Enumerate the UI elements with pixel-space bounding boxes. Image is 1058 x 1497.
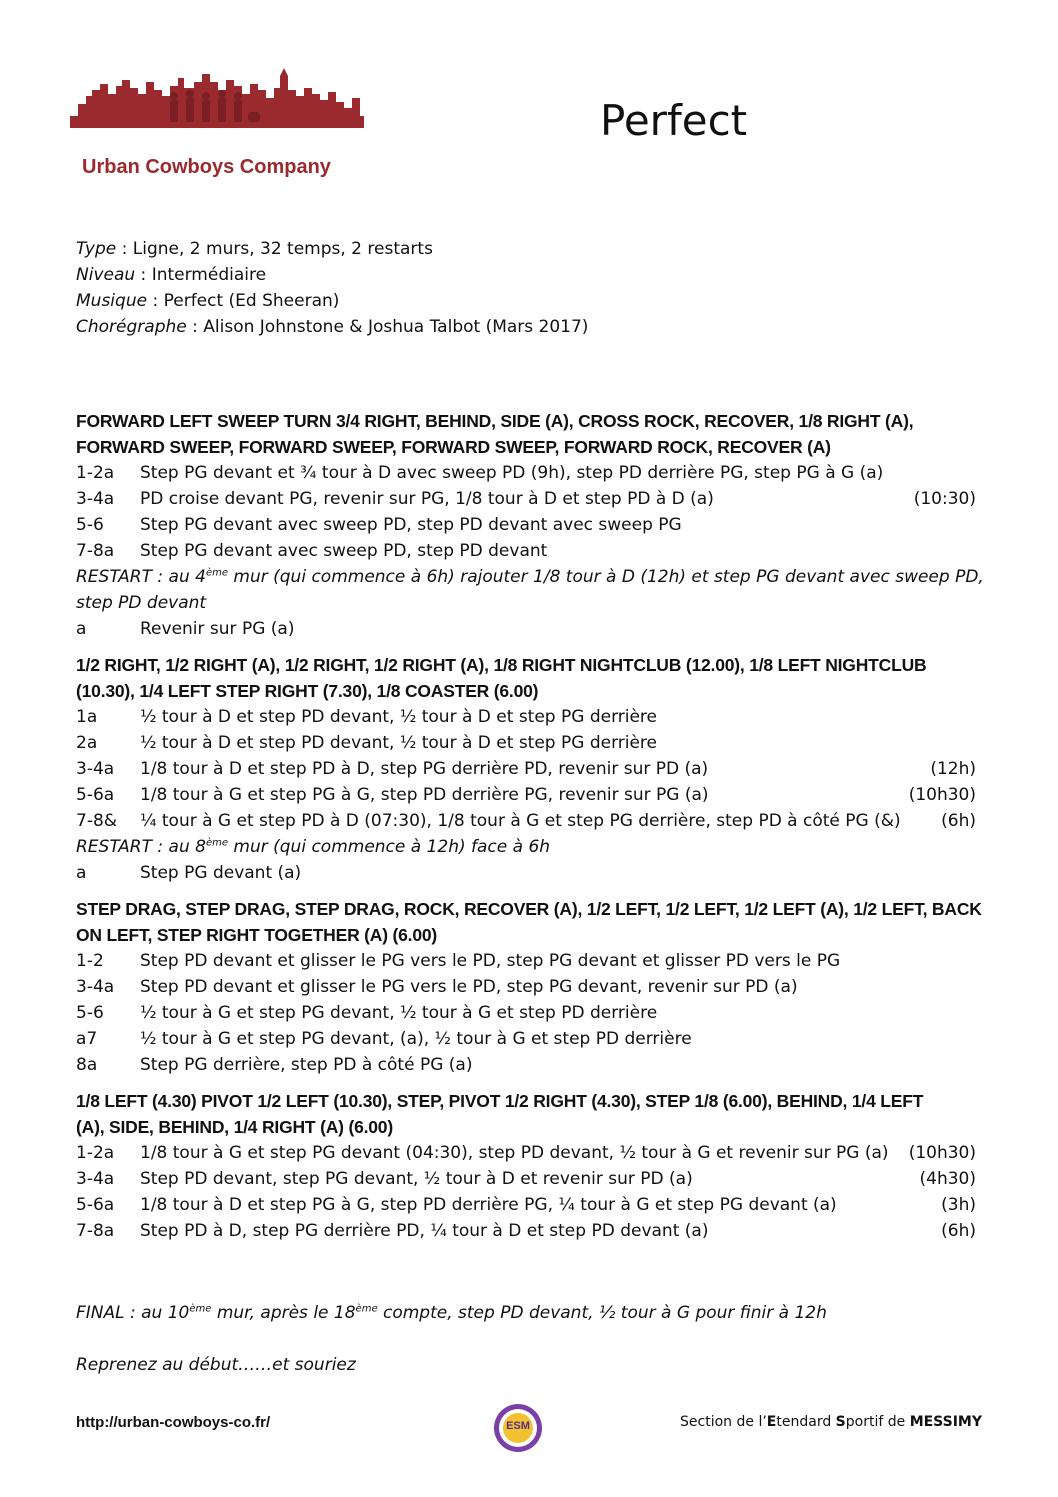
footer-url-link[interactable]: http://urban-cowboys-co.fr/ xyxy=(76,1414,271,1431)
step-row: 7-8a Step PD à D, step PG derrière PD, ¼ tour à D et step PD devant (a) (6h) xyxy=(76,1221,976,1241)
step-row: 3-4a PD croise devant PG, revenir sur PG, 1/8 tour à D et step PD à D (a) (10:30) xyxy=(76,489,976,509)
meta-choreographer: Chorégraphe : Alison Johnstone & Joshua Talbot (Mars 2017) xyxy=(76,317,589,337)
step-row: 5-6a 1/8 tour à G et step PG à G, step PD derrière PG, revenir sur PG (a) (10h30) xyxy=(76,785,976,805)
step-row: 5-6 Step PG devant avec sweep PD, step PD devant avec sweep PG xyxy=(76,515,682,535)
step-row: a Revenir sur PG (a) xyxy=(76,619,295,639)
step-row: 2a ½ tour à D et step PD devant, ½ tour à D et step PG derrière xyxy=(76,733,658,753)
step-row: 1-2a 1/8 tour à G et step PG devant (04:30), step PD devant, ½ tour à G et revenir sur PG (a) (10h30) xyxy=(76,1143,976,1163)
step-sheet xyxy=(76,408,986,1254)
step-row: 5-6 ½ tour à G et step PG devant, ½ tour à G et step PD derrière xyxy=(76,1003,658,1023)
section-4 xyxy=(76,1088,986,1244)
step-row: 1-2 Step PD devant et glisser le PG vers le PD, step PG devant et glisser PD vers le PG xyxy=(76,951,841,971)
section-title: FORWARD LEFT SWEEP TURN 3/4 RIGHT, BEHIND, SIDE (A), CROSS ROCK, RECOVER, 1/8 RIGHT (A), FORWARD SWEEP, FORWARD SWEEP, FORWARD SWEEP, FORWARD ROCK, RECOVER (A) xyxy=(76,411,914,457)
section-title: 1/2 RIGHT, 1/2 RIGHT (A), 1/2 RIGHT, 1/2 RIGHT (A), 1/8 RIGHT NIGHTCLUB (12.00), 1/8 LEFT NIGHTCLUB (10.30), 1/4 LEFT STEP RIGHT (7.30), 1/8 COASTER (6.00) xyxy=(76,655,927,701)
section-3 xyxy=(76,896,986,1078)
logo-text: Urban Cowboys Company xyxy=(82,156,331,178)
closing-note: Reprenez au début……et souriez xyxy=(76,1355,356,1375)
step-row: 5-6a 1/8 tour à D et step PG à G, step PD derrière PG, ¼ tour à G et step PG devant (a) (3h) xyxy=(76,1195,976,1215)
meta-level: Niveau : Intermédiaire xyxy=(76,265,267,285)
page-title: Perfect xyxy=(600,96,748,145)
restart-note: RESTART : au 4ème mur (qui commence à 6h) rajouter 1/8 tour à D (12h) et step PG devant avec sweep PD, step PD devant xyxy=(76,567,984,613)
restart-note: RESTART : au 8ème mur (qui commence à 12h) face à 6h xyxy=(76,837,551,857)
section-2 xyxy=(76,652,986,886)
meta-type: Type : Ligne, 2 murs, 32 temps, 2 restarts xyxy=(76,239,433,259)
final-note: FINAL : au 10ème mur, après le 18ème compte, step PD devant, ½ tour à G pour finir à 12h xyxy=(76,1303,827,1323)
step-row: 3-4a 1/8 tour à D et step PD à D, step PG derrière PD, revenir sur PD (a) (12h) xyxy=(76,759,976,779)
step-row: 7-8a Step PG devant avec sweep PD, step PD devant xyxy=(76,541,548,561)
step-row: 3-4a Step PD devant, step PG devant, ½ tour à D et revenir sur PD (a) (4h30) xyxy=(76,1169,976,1189)
step-row: a7 ½ tour à G et step PG devant, (a), ½ tour à G et step PD derrière xyxy=(76,1029,692,1049)
section-title: STEP DRAG, STEP DRAG, STEP DRAG, ROCK, RECOVER (A), 1/2 LEFT, 1/2 LEFT, 1/2 LEFT (A), 1/2 LEFT, BACK ON LEFT, STEP RIGHT TOGETHER (A) (6.00) xyxy=(76,899,982,945)
meta-music: Musique : Perfect (Ed Sheeran) xyxy=(76,291,340,311)
esm-badge-text: ESM xyxy=(506,1420,530,1432)
dance-meta xyxy=(76,236,588,340)
step-row: a Step PG devant (a) xyxy=(76,863,302,883)
section-1 xyxy=(76,408,986,642)
company-logo xyxy=(70,68,365,188)
step-row: 7-8& ¼ tour à G et step PD à D (07:30), 1/8 tour à G et step PG derrière, step PD à côté PG (&) (6h) xyxy=(76,811,976,831)
footer-section: Section de l’Etendard Sportif de MESSIMY xyxy=(680,1414,982,1430)
step-row: 1-2a Step PG devant et ¾ tour à D avec sweep PD (9h), step PD derrière PG, step PG à G (a) xyxy=(76,463,884,483)
section-title: 1/8 LEFT (4.30) PIVOT 1/2 LEFT (10.30), STEP, PIVOT 1/2 RIGHT (4.30), STEP 1/8 (6.00), BEHIND, 1/4 LEFT (A), SIDE, BEHIND, 1/4 RIGHT (A) (6.00) xyxy=(76,1091,924,1137)
step-row: 8a Step PG derrière, step PD à côté PG (a) xyxy=(76,1055,473,1075)
step-row: 1a ½ tour à D et step PD devant, ½ tour à D et step PG derrière xyxy=(76,707,658,727)
esm-badge-icon xyxy=(492,1402,544,1454)
step-row: 3-4a Step PD devant et glisser le PG vers le PD, step PG devant, revenir sur PD (a) xyxy=(76,977,798,997)
skyline-logo-icon xyxy=(70,68,365,158)
